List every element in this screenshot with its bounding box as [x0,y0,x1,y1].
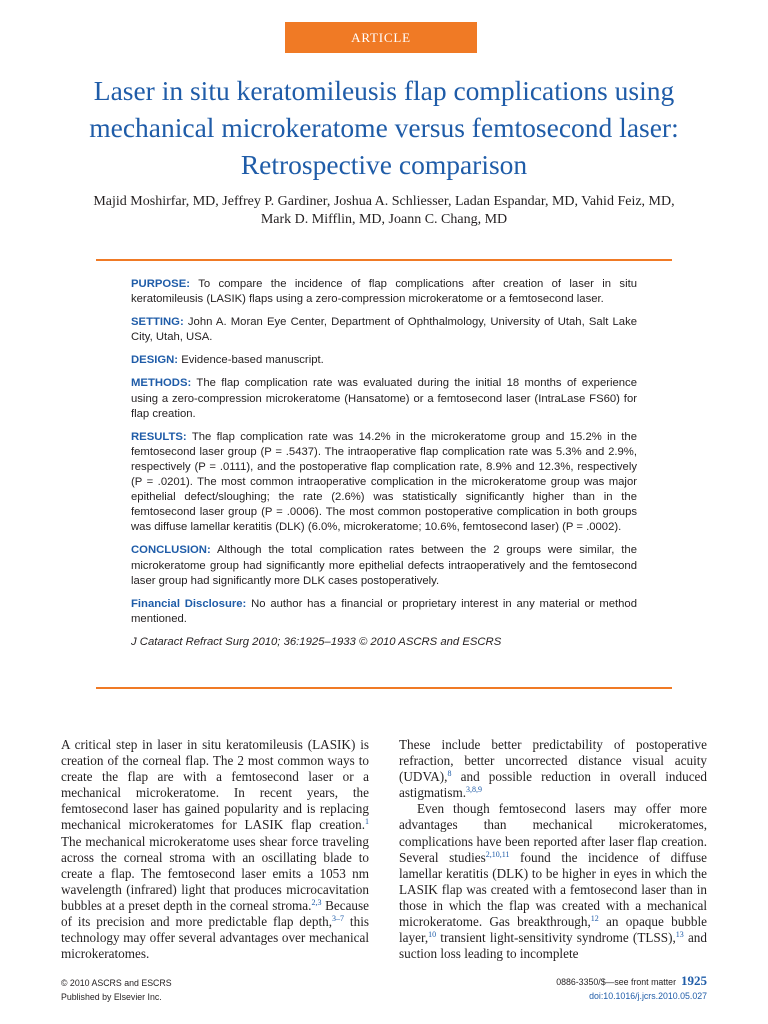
reference-link[interactable]: 13 [675,930,684,940]
reference-link[interactable]: 12 [590,914,599,924]
abstract-design [131,353,637,368]
disclosure-text: No author has a financial or proprietary interest in any material or method mentioned. [131,597,637,625]
body-column-right [399,737,707,962]
doi-link[interactable]: doi:10.1016/j.jcrs.2010.05.027 [589,991,707,1001]
complications-paragraph [399,801,707,962]
body-column-left [61,737,369,962]
reference-link[interactable]: 10 [428,930,437,940]
footer-publisher-info [61,976,172,1004]
intro-paragraph [61,737,369,962]
intro-text-4: this technology may offer several advantages over mechanical microkeratomes. [61,914,369,962]
complications-text-3: an opaque bubble layer, [399,914,708,946]
intro-text-2: The mechanical microkeratome uses shear force traveling across the corneal stroma with an oscillating blade to create a flap. The femtosecond laser emits a 1053 nm wavelength (infrared) light that produces microcavitation bubbles at a preset depth in the corneal stroma. [61,833,369,913]
abstract [131,277,637,658]
results-text: The flap complication rate was 14.2% in the microkeratome group and 15.2% in the femtosecond laser group (P = .5437). The intraoperative flap complication rate was 5.3% and 2.9%, respectively (P = .0111), and the postoperative flap complication rate, 8.9% and 12.3%, respectively (P = .0201). The most common intraoperative complication in the microkeratome group was major epithelial defect/sloughing; the rate (2.6%) was statistically significantly higher than in the femtosecond laser group (P = .0006). The most common postoperative complication in both groups was diffuse lamellar keratitis (DLK) (6.0%, microkeratome; 10.6%, femtosecond laser) (P = .0002). [131,430,637,534]
complications-text-1: Even though femtosecond lasers may offer more advantages than mechanical microkeratomes, complications have been reported after laser flap creation. Several studies [399,801,707,865]
conclusion-label: CONCLUSION: [131,544,211,557]
abstract-bottom-rule [96,687,672,689]
authors-line-1: Majid Moshirfar, MD, Jeffrey P. Gardiner, Joshua A. Schliesser, Ladan Espandar, MD, Vahid Feiz, MD, [93,194,675,209]
article-title: Laser in situ keratomileusis flap complications using mechanical microkeratome versus femtosecond laser: Retrospective comparison [89,75,679,180]
abstract-purpose [131,277,637,307]
setting-label: SETTING: [131,316,184,329]
methods-label: METHODS: [131,377,192,390]
purpose-label: PURPOSE: [131,278,191,290]
abstract-results [131,430,637,536]
disclosure-label: Financial Disclosure: [131,597,247,610]
reference-link[interactable]: 3,8,9 [466,785,483,795]
page-number: 1925 [681,973,707,988]
purpose-text: To compare the incidence of flap complications after creation of laser in situ keratomileusis (LASIK) flaps using a zero-compression microkeratome or a femtosecond laser. [131,278,637,306]
setting-text: John A. Moran Eye Center, Department of Ophthalmology, University of Utah, Salt Lake City, Utah, USA. [131,316,638,344]
issn-line [556,974,707,989]
publisher-notice: Published by Elsevier Inc. [61,992,162,1002]
issn-text: 0886-3350/$—see front matter [556,977,676,987]
reference-link[interactable]: 2,3 [311,897,322,907]
methods-text: The flap complication rate was evaluated during the initial 18 months of experience using a zero-compression microkeratome (Hansatome) or a femtosecond laser (IntraLase FS60) for flap creation. [131,377,637,420]
reference-link[interactable]: 8 [447,769,452,779]
article-type-badge: ARTICLE [285,22,477,53]
abstract-methods [131,376,637,421]
advantages-text-2: and possible reduction in overall induced astigmatism. [399,769,707,801]
reference-link[interactable]: 3–7 [332,914,345,924]
complications-text-5: and suction loss leading to incomplete [399,930,707,962]
journal-citation: J Cataract Refract Surg 2010; 36:1925–1933 © 2010 ASCRS and ESCRS [131,635,502,648]
financial-disclosure [131,597,637,627]
copyright-notice: © 2010 ASCRS and ESCRS [61,978,172,988]
conclusion-text: Although the total complication rates between the 2 groups were similar, the microkeratome group had significantly more epithelial defects intraoperatively and the femtosecond laser group had significantly more DLK cases postoperatively. [131,544,637,587]
complications-text-2: found the incidence of diffuse lamellar keratitis (DLK) to be higher in eyes in which the LASIK flap was created with a femtosecond laser than in those in which the flap was created with a mechanical microkeratome. Gas breakthrough, [399,849,707,930]
advantages-text-1: These include better predictability of postoperative refraction, better uncorrected distance visual acuity (UDVA), [399,737,707,785]
authors-line-2: Mark D. Mifflin, MD, Joann C. Chang, MD [260,212,508,227]
abstract-setting [131,315,637,345]
author-list [30,193,738,229]
reference-link[interactable]: 2,10,11 [485,849,510,859]
intro-text-3: Because of its precision and more predictable flap depth, [61,897,370,930]
footer-article-info [556,974,707,1003]
results-label: RESULTS: [131,430,187,443]
reference-link[interactable]: 1 [365,817,369,827]
abstract-conclusion [131,543,637,588]
advantages-paragraph [399,737,707,801]
intro-text-1: A critical step in laser in situ keratomileusis (LASIK) is creation of the corneal flap. The 2 most common ways to create the flap are with a femtosecond laser or a mechanical microkeratome. In recent years, the femtosecond laser has gained popularity and is replacing mechanical microkeratomes for LASIK flap creation. [61,737,369,833]
abstract-top-rule [96,259,672,261]
design-text: Evidence-based manuscript. [181,354,324,367]
complications-text-4: transient light-sensitivity syndrome (TLSS), [436,930,676,946]
design-label: DESIGN: [131,354,179,367]
